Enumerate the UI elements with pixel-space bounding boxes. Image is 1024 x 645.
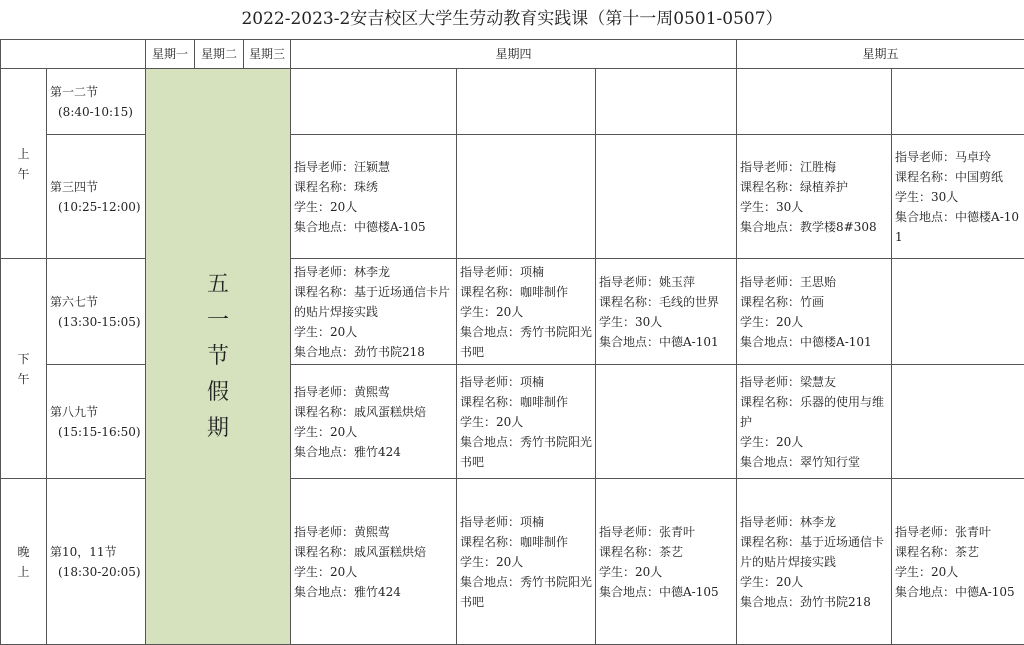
period-label: 第六七节 (13:30-15:05) — [47, 259, 146, 365]
holiday-char: 五 — [206, 271, 229, 297]
half-day-afternoon: 下 午 — [1, 259, 47, 479]
course-entry: 指导老师：张青叶 课程名称：茶艺 学生：20人 集合地点：中德A-105 — [892, 479, 1024, 645]
holiday-char: 假 — [206, 379, 229, 405]
course-entry: 指导老师：项楠 课程名称：咖啡制作 学生：20人 集合地点：秀竹书院阳光书吧 — [457, 365, 596, 479]
course-entry: 指导老师：王思贻 课程名称：竹画 学生：20人 集合地点：中德楼A-101 — [737, 259, 892, 365]
period-label: 第10，11节 (18:30-20:05) — [47, 479, 146, 645]
period-label: 第八九节 (15:15-16:50) — [47, 365, 146, 479]
holiday-char: 期 — [206, 415, 229, 441]
course-entry: 指导老师：江胜梅 课程名称：绿植养护 学生：30人 集合地点：教学楼8#308 — [737, 135, 892, 259]
day-header-thu: 星期四 — [291, 40, 737, 69]
course-entry: 指导老师：黄熙莺 课程名称：戚风蛋糕烘焙 学生：20人 集合地点：雅竹424 — [291, 479, 457, 645]
half-day-evening: 晚 上 — [1, 479, 47, 645]
half-day-morning: 上 午 — [1, 69, 47, 259]
empty-cell — [892, 365, 1024, 479]
course-entry: 指导老师：张青叶 课程名称：茶艺 学生：20人 集合地点：中德A-105 — [596, 479, 737, 645]
empty-cell — [457, 69, 596, 135]
holiday-char: 一 — [206, 307, 229, 333]
period-label: 第三四节 (10:25-12:00) — [47, 135, 146, 259]
empty-cell — [892, 69, 1024, 135]
course-entry: 指导老师：汪颖慧 课程名称：珠绣 学生：20人 集合地点：中德楼A-105 — [291, 135, 457, 259]
day-header-mon: 星期一 — [146, 40, 195, 69]
holiday-block — [146, 69, 291, 645]
header-blank — [1, 40, 146, 69]
holiday-char: 节 — [206, 343, 229, 369]
course-entry: 指导老师：梁慧友 课程名称：乐器的使用与维护 学生：20人 集合地点：翠竹知行堂 — [737, 365, 892, 479]
header-row — [1, 40, 1024, 69]
empty-cell — [596, 365, 737, 479]
course-entry: 指导老师：姚玉萍 课程名称：毛线的世界 学生：30人 集合地点：中德A-101 — [596, 259, 737, 365]
course-entry: 指导老师：项楠 课程名称：咖啡制作 学生：20人 集合地点：秀竹书院阳光书吧 — [457, 259, 596, 365]
empty-cell — [892, 259, 1024, 365]
period-label: 第一二节 (8:40-10:15) — [47, 69, 146, 135]
day-header-fri: 星期五 — [737, 40, 1024, 69]
schedule-table — [0, 39, 1024, 645]
empty-cell — [737, 69, 892, 135]
day-header-wed: 星期三 — [244, 40, 291, 69]
course-entry: 指导老师：马卓玲 课程名称：中国剪纸 学生：30人 集合地点：中德楼A-101 — [892, 135, 1024, 259]
course-entry: 指导老师：项楠 课程名称：咖啡制作 学生：20人 集合地点：秀竹书院阳光书吧 — [457, 479, 596, 645]
course-entry: 指导老师：林李龙 课程名称：基于近场通信卡片的贴片焊接实践 学生：20人 集合地点：劲竹书院218 — [737, 479, 892, 645]
day-header-tue: 星期二 — [195, 40, 244, 69]
empty-cell — [291, 69, 457, 135]
period-row-1 — [1, 69, 1024, 135]
course-entry: 指导老师：林李龙 课程名称：基于近场通信卡片的贴片焊接实践 学生：20人 集合地点：劲竹书院218 — [291, 259, 457, 365]
empty-cell — [596, 69, 737, 135]
course-entry: 指导老师：黄熙莺 课程名称：戚风蛋糕烘焙 学生：20人 集合地点：雅竹424 — [291, 365, 457, 479]
schedule-title: 2022-2023-2安吉校区大学生劳动教育实践课（第十一周0501-0507） — [241, 9, 783, 29]
empty-cell — [457, 135, 596, 259]
empty-cell — [596, 135, 737, 259]
